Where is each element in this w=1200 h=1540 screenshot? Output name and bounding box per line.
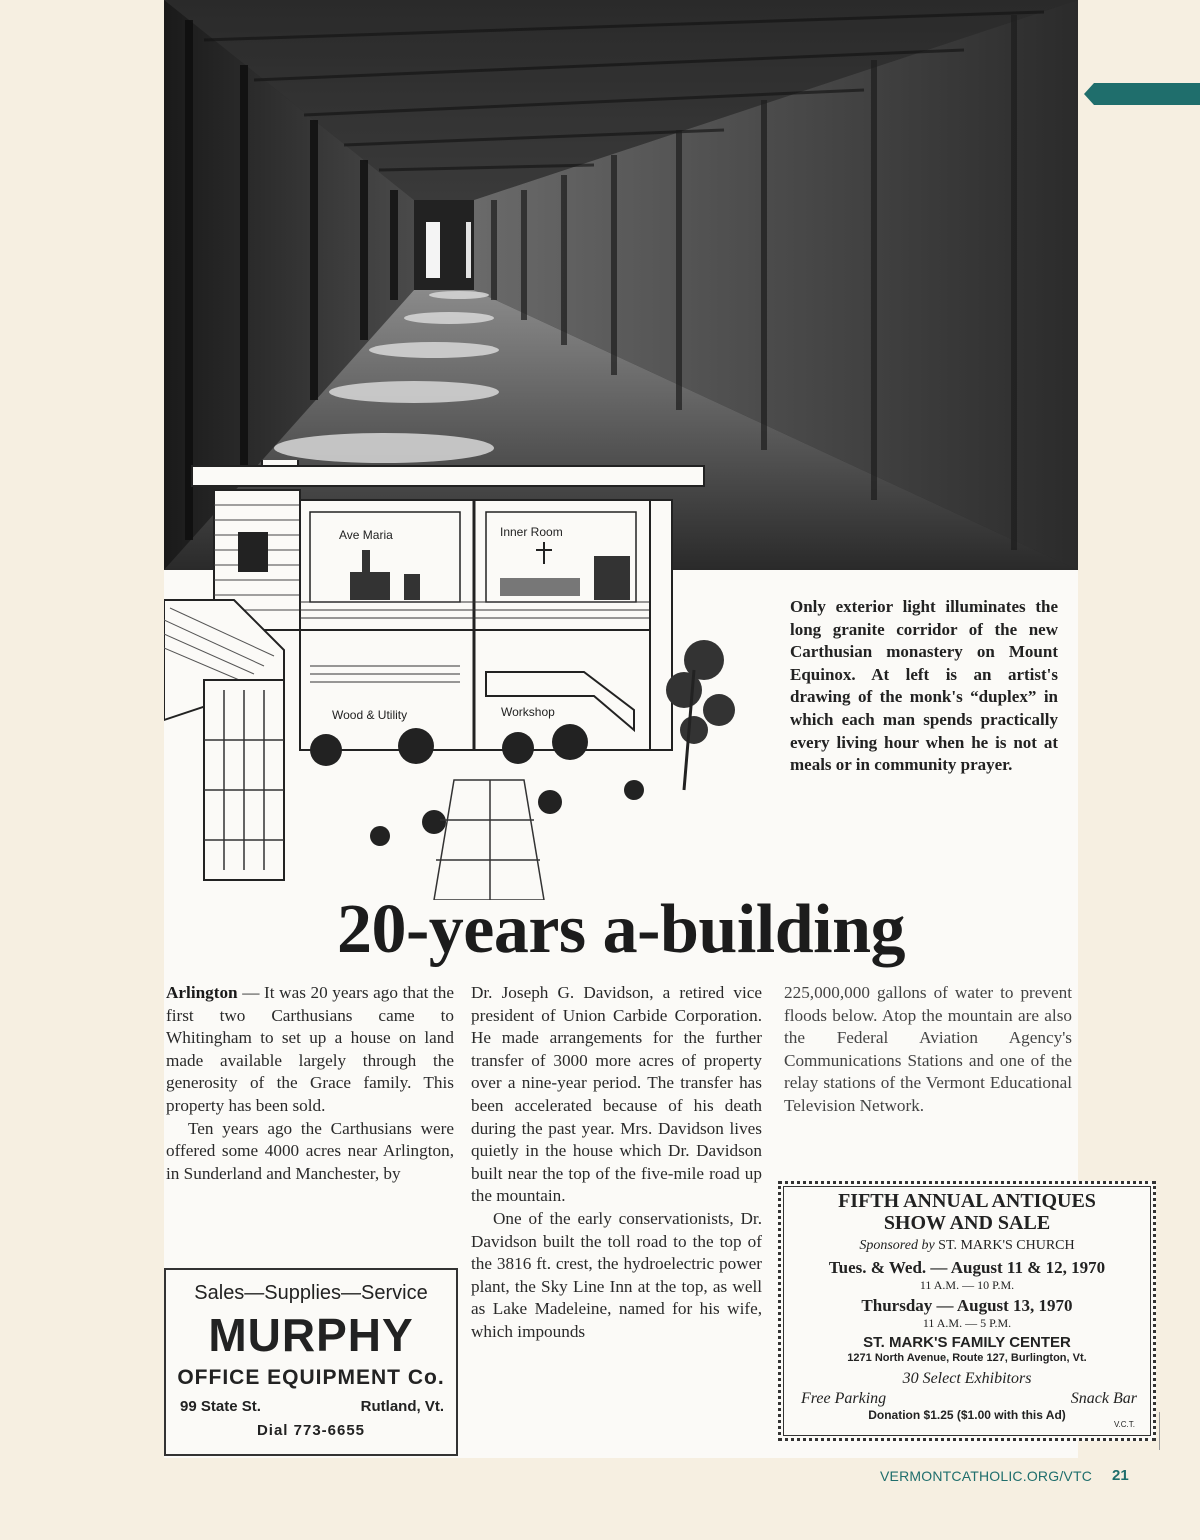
ad-time-1: 11 A.M. — 10 P.M. xyxy=(919,1278,1015,1292)
article-paragraph: Ten years ago the Carthusians were offered some 4000 acres near Arlington, in Sunderland and Manchester, by xyxy=(166,1118,454,1183)
ad-company-type: OFFICE EQUIPMENT Co. xyxy=(177,1366,445,1389)
article-paragraph xyxy=(166,982,454,1118)
article-paragraph: 225,000,000 gallons of water to prevent floods below. Atop the mountain are also the Federal Aviation Agency's Communications Stations and one of the relay stations of the Vermont Educational Television Network. xyxy=(784,983,1072,1115)
ad-tagline: Sales—Supplies—Service xyxy=(194,1282,428,1304)
article-paragraph: One of the early conservationists, Dr. Davidson built the toll road to the top of the 3816 ft. crest, the hydroelectric power plant, the Sky Line Inn at the top, as well as Lake Madeleine, named for his wife, which impounds xyxy=(471,1208,762,1341)
article-paragraph: Dr. Joseph G. Davidson, a retired vice president of Union Carbide Corporation. He made arrangements for the further transfer of 3000 more acres of property over a nine-year period. The transfer has been accelerated because of his death during the past year. Mrs. Davidson lives quietly in the house which Dr. Davidson built near the top of the five-mile road up the mountain. xyxy=(471,983,762,1206)
ad-sponsor-prefix: Sponsored by xyxy=(859,1238,935,1253)
ad-phone: Dial 773-6655 xyxy=(256,1422,366,1439)
article-text: — It was 20 years ago that the first two Carthusians came to Whitingham to set up a house on land made available largely through the generosity of the Grace family. This property has been sold. xyxy=(166,983,454,1115)
section-tab-marker xyxy=(1084,83,1200,105)
article-column-1 xyxy=(166,982,454,1185)
photo-caption: Only exterior light illuminates the long granite corridor of the new Carthusian monastery on Mount Equinox. At left is an artist's drawing of the monk's “duplex” in which each man spends practically every living hour when he is not at meals or in community prayer. xyxy=(790,597,1058,775)
ad-company-name: MURPHY xyxy=(208,1309,414,1361)
ad-title-line-1: FIFTH ANNUAL ANTIQUES xyxy=(838,1190,1096,1212)
ad-date-2: Thursday — August 13, 1970 xyxy=(861,1296,1073,1315)
antiques-show-advertisement xyxy=(778,1181,1156,1441)
label-inner-room: Inner Room xyxy=(500,525,563,539)
label-wood-utility: Wood & Utility xyxy=(332,708,408,722)
ad-street: 99 State St. xyxy=(180,1398,261,1415)
ad-sponsor xyxy=(781,1238,1153,1254)
ad-donation: Donation $1.25 ($1.00 with this Ad) xyxy=(868,1408,1066,1422)
page-number: 21 xyxy=(1112,1467,1129,1484)
ad-address: 1271 North Avenue, Route 127, Burlington, Vt. xyxy=(847,1352,1087,1364)
ad-date-1: Tues. & Wed. — August 11 & 12, 1970 xyxy=(828,1258,1106,1277)
ad-snack-bar: Snack Bar xyxy=(1070,1390,1137,1407)
article-column-2 xyxy=(471,982,762,1344)
ad-time-2: 11 A.M. — 5 P.M. xyxy=(922,1316,1012,1330)
label-ave-maria: Ave Maria xyxy=(339,528,393,542)
footer-url[interactable]: VERMONTCATHOLIC.ORG/VTC xyxy=(880,1468,1093,1484)
ad-exhibitors: 30 Select Exhibitors xyxy=(902,1370,1032,1387)
ad-title-line-2: SHOW AND SALE xyxy=(883,1212,1051,1234)
ad-credit: V.C.T. xyxy=(1113,1420,1135,1429)
divider xyxy=(1159,1412,1160,1450)
ad-sponsor-name: ST. MARK'S CHURCH xyxy=(938,1238,1075,1253)
article-column-3 xyxy=(784,982,1072,1118)
monk-cell-drawing xyxy=(164,460,764,900)
article-dateline: Arlington xyxy=(166,983,238,1002)
ad-city: Rutland, Vt. xyxy=(360,1398,444,1415)
ad-venue: ST. MARK'S FAMILY CENTER xyxy=(863,1334,1071,1351)
article-headline: 20-years a-building xyxy=(336,891,906,968)
label-workshop: Workshop xyxy=(501,705,555,719)
ad-parking: Free Parking xyxy=(801,1390,887,1407)
murphy-advertisement xyxy=(164,1268,458,1456)
